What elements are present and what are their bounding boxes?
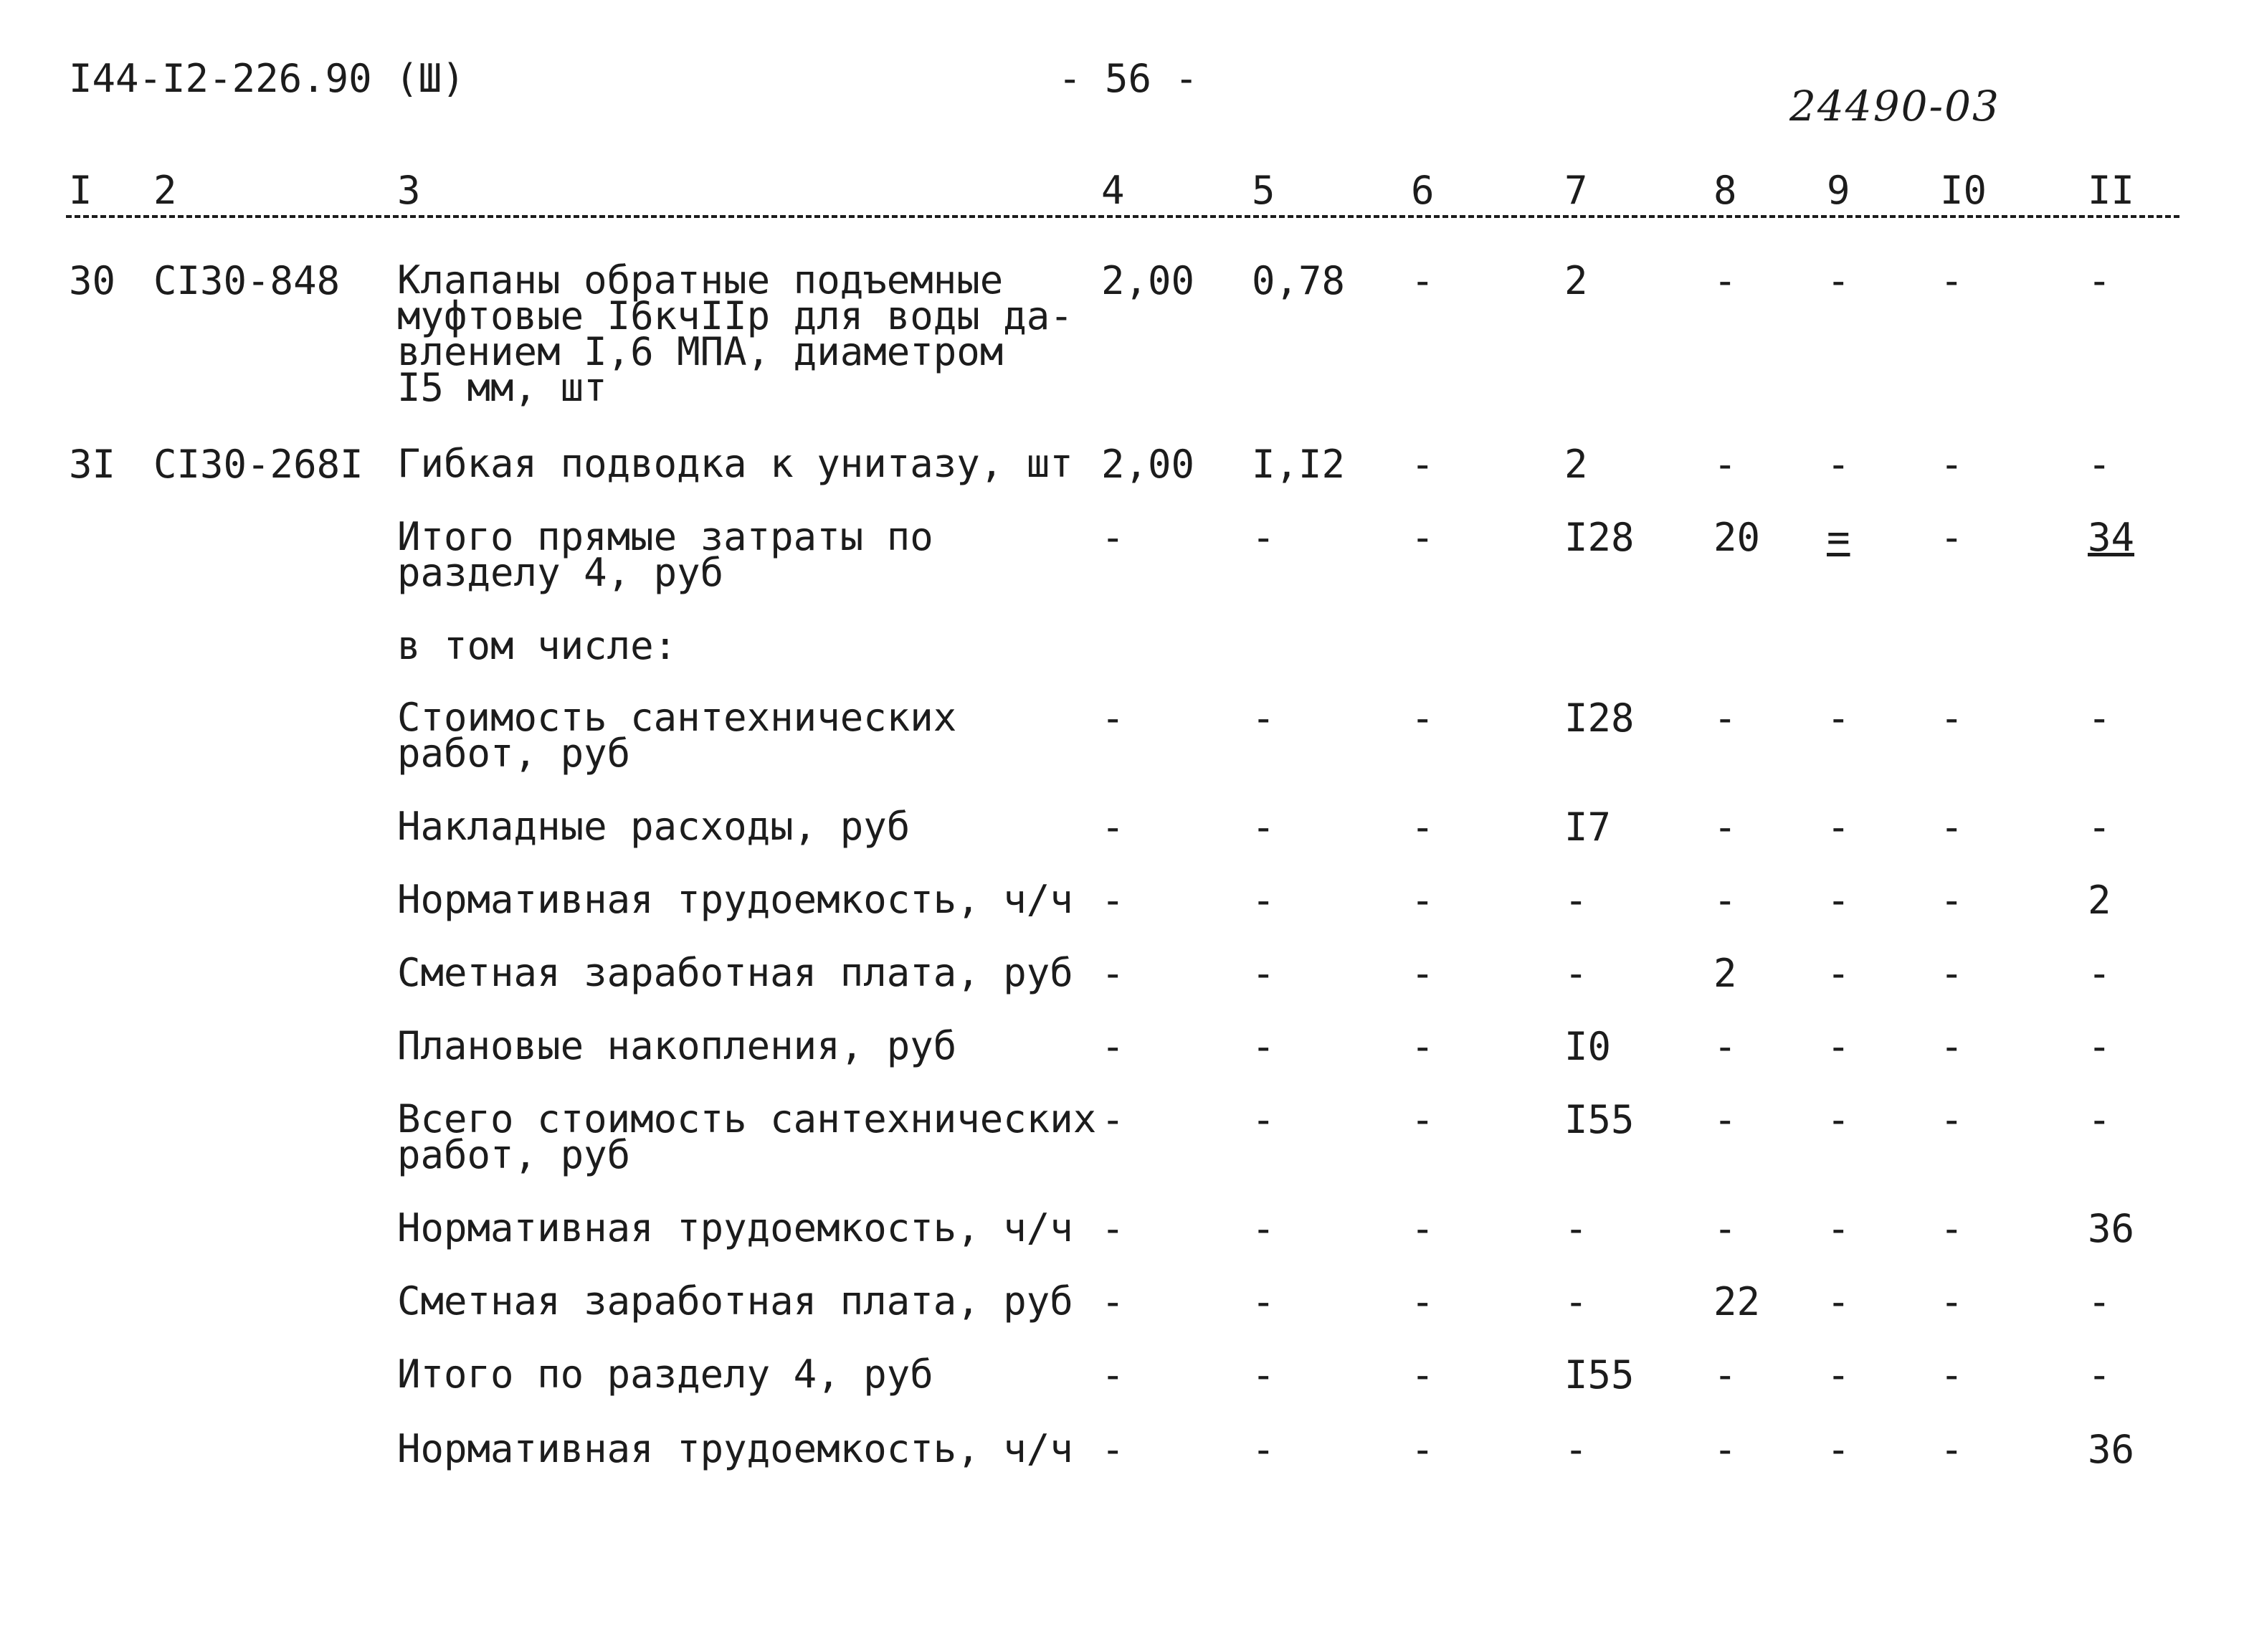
cell-col-10: - bbox=[1940, 1024, 1964, 1069]
cell-num: 30 bbox=[69, 258, 116, 303]
handwritten-number: 24490-03 bbox=[1789, 82, 2000, 130]
column-header-8: 8 bbox=[1713, 168, 1737, 213]
cell-col-10: - bbox=[1940, 951, 1964, 996]
cell-col-8: - bbox=[1713, 1352, 1737, 1397]
column-header-4: 4 bbox=[1101, 168, 1125, 213]
cell-col-6: - bbox=[1411, 1206, 1435, 1251]
cell-col-8: - bbox=[1713, 258, 1737, 303]
cell-col-4: - bbox=[1101, 1097, 1125, 1142]
cell-descol-: Гибкая подводка к унитазу, шт bbox=[397, 441, 1073, 486]
cell-col-8: 2 bbox=[1713, 951, 1737, 996]
cell-col-4: - bbox=[1101, 515, 1125, 560]
cell-col-11: - bbox=[2088, 442, 2111, 487]
cell-col-7: I28 bbox=[1564, 515, 1635, 560]
cell-col-5: - bbox=[1252, 1352, 1275, 1397]
cell-col-5: - bbox=[1252, 696, 1275, 741]
cell-col-10: - bbox=[1940, 1206, 1964, 1251]
cell-col-8: - bbox=[1713, 442, 1737, 487]
cell-col-5: - bbox=[1252, 1024, 1275, 1069]
cell-col-11: - bbox=[2088, 1352, 2111, 1397]
cell-col-7: 2 bbox=[1564, 258, 1588, 303]
cell-descol-: Всего стоимость сантехнических работ, руб bbox=[397, 1096, 1097, 1177]
cell-descol-: Нормативная трудоемкость, ч/ч bbox=[397, 877, 1073, 922]
cell-col-ode: СI30-268I bbox=[153, 442, 363, 487]
column-header-2: 2 bbox=[153, 168, 177, 213]
cell-col-4: - bbox=[1101, 1206, 1125, 1251]
page-number: - 56 - bbox=[1058, 56, 1199, 101]
cell-descol-: Нормативная трудоемкость, ч/ч bbox=[397, 1426, 1073, 1471]
cell-col-11: - bbox=[2088, 951, 2111, 996]
cell-col-6: - bbox=[1411, 258, 1435, 303]
cell-col-10: - bbox=[1940, 1427, 1964, 1472]
column-header-10: I0 bbox=[1940, 168, 1987, 213]
column-header-3: 3 bbox=[397, 168, 421, 213]
cell-col-7: I0 bbox=[1564, 1024, 1612, 1069]
cell-descol-: Нормативная трудоемкость, ч/ч bbox=[397, 1205, 1073, 1250]
cell-col-4: 2,00 bbox=[1101, 258, 1195, 303]
cell-col-6: - bbox=[1411, 1352, 1435, 1397]
cell-col-5: I,I2 bbox=[1252, 442, 1346, 487]
cell-col-7: I55 bbox=[1564, 1352, 1635, 1397]
cell-col-5: - bbox=[1252, 1206, 1275, 1251]
column-header-6: 6 bbox=[1411, 168, 1435, 213]
cell-col-ode: СI30-848 bbox=[153, 258, 341, 303]
column-header-5: 5 bbox=[1252, 168, 1275, 213]
cell-col-8: 22 bbox=[1713, 1279, 1761, 1324]
cell-col-4: - bbox=[1101, 951, 1125, 996]
column-header-7: 7 bbox=[1564, 168, 1588, 213]
cell-col-7: - bbox=[1564, 878, 1588, 923]
cell-col-7: I28 bbox=[1564, 696, 1635, 741]
cell-col-5: - bbox=[1252, 515, 1275, 560]
cell-descol-: Плановые накопления, руб bbox=[397, 1023, 957, 1068]
document-code: I44-I2-226.90 (Ш) bbox=[69, 56, 465, 101]
cell-col-9: - bbox=[1827, 1352, 1850, 1397]
cell-col-6: - bbox=[1411, 951, 1435, 996]
cell-descol-: Стоимость сантехнических работ, руб bbox=[397, 695, 957, 776]
cell-col-4: - bbox=[1101, 696, 1125, 741]
cell-col-4: - bbox=[1101, 804, 1125, 850]
cell-col-8: - bbox=[1713, 696, 1737, 741]
cell-col-9: - bbox=[1827, 804, 1850, 850]
cell-col-5: - bbox=[1252, 1097, 1275, 1142]
column-header-11: II bbox=[2088, 168, 2135, 213]
cell-descol-: в том числе: bbox=[397, 623, 678, 668]
cell-col-11: 36 bbox=[2088, 1427, 2135, 1472]
cell-col-10: - bbox=[1940, 1279, 1964, 1324]
cell-col-9: - bbox=[1827, 1024, 1850, 1069]
cell-col-8: - bbox=[1713, 878, 1737, 923]
cell-col-9: - bbox=[1827, 258, 1850, 303]
cell-col-9: - bbox=[1827, 1427, 1850, 1472]
cell-col-9: - bbox=[1827, 1206, 1850, 1251]
cell-col-8: 20 bbox=[1713, 515, 1761, 560]
cell-col-8: - bbox=[1713, 1097, 1737, 1142]
cell-col-9: - bbox=[1827, 442, 1850, 487]
cell-col-8: - bbox=[1713, 1024, 1737, 1069]
cell-col-6: - bbox=[1411, 515, 1435, 560]
cell-col-8: - bbox=[1713, 804, 1737, 850]
cell-col-7: - bbox=[1564, 1279, 1588, 1324]
cell-col-11: 34 bbox=[2088, 515, 2135, 560]
cell-col-11: 36 bbox=[2088, 1206, 2135, 1251]
cell-col-4: - bbox=[1101, 1352, 1125, 1397]
cell-col-4: - bbox=[1101, 1427, 1125, 1472]
cell-col-4: - bbox=[1101, 878, 1125, 923]
cell-col-7: - bbox=[1564, 1427, 1588, 1472]
cell-col-9: - bbox=[1827, 696, 1850, 741]
cell-col-11: - bbox=[2088, 696, 2111, 741]
cell-col-4: 2,00 bbox=[1101, 442, 1195, 487]
column-header-9: 9 bbox=[1827, 168, 1850, 213]
cell-col-11: - bbox=[2088, 1097, 2111, 1142]
cell-col-5: - bbox=[1252, 1279, 1275, 1324]
cell-col-7: 2 bbox=[1564, 442, 1588, 487]
cell-col-10: - bbox=[1940, 1097, 1964, 1142]
cell-col-5: - bbox=[1252, 878, 1275, 923]
cell-col-6: - bbox=[1411, 1279, 1435, 1324]
cell-descol-: Итого прямые затраты по разделу 4, руб bbox=[397, 514, 933, 595]
cell-col-7: I7 bbox=[1564, 804, 1612, 850]
cell-col-10: - bbox=[1940, 804, 1964, 850]
cell-col-9: = bbox=[1827, 515, 1850, 560]
cell-col-6: - bbox=[1411, 804, 1435, 850]
cell-col-11: - bbox=[2088, 258, 2111, 303]
cell-col-5: - bbox=[1252, 804, 1275, 850]
cell-col-7: I55 bbox=[1564, 1097, 1635, 1142]
cell-col-11: - bbox=[2088, 804, 2111, 850]
cell-col-6: - bbox=[1411, 1427, 1435, 1472]
cell-col-10: - bbox=[1940, 515, 1964, 560]
cell-col-9: - bbox=[1827, 1279, 1850, 1324]
cell-col-6: - bbox=[1411, 696, 1435, 741]
cell-col-5: 0,78 bbox=[1252, 258, 1346, 303]
cell-col-11: - bbox=[2088, 1024, 2111, 1069]
cell-col-7: - bbox=[1564, 951, 1588, 996]
cell-col-4: - bbox=[1101, 1279, 1125, 1324]
cell-col-9: - bbox=[1827, 878, 1850, 923]
cell-descol-: Накладные расходы, руб bbox=[397, 804, 911, 849]
cell-col-10: - bbox=[1940, 442, 1964, 487]
cell-col-6: - bbox=[1411, 442, 1435, 487]
cell-col-4: - bbox=[1101, 1024, 1125, 1069]
cell-num: 3I bbox=[69, 442, 116, 487]
column-header-1: I bbox=[69, 168, 92, 213]
cell-col-10: - bbox=[1940, 1352, 1964, 1397]
cell-col-10: - bbox=[1940, 258, 1964, 303]
cell-col-6: - bbox=[1411, 1024, 1435, 1069]
cell-col-6: - bbox=[1411, 1097, 1435, 1142]
cell-col-8: - bbox=[1713, 1427, 1737, 1472]
cell-col-11: - bbox=[2088, 1279, 2111, 1324]
cell-col-10: - bbox=[1940, 696, 1964, 741]
cell-descol-: Итого по разделу 4, руб bbox=[397, 1352, 933, 1397]
cell-col-8: - bbox=[1713, 1206, 1737, 1251]
cell-col-11: 2 bbox=[2088, 878, 2111, 923]
cell-col-10: - bbox=[1940, 878, 1964, 923]
column-header-rule bbox=[66, 215, 2179, 218]
cell-descol-: Сметная заработная плата, руб bbox=[397, 950, 1073, 995]
cell-col-5: - bbox=[1252, 1427, 1275, 1472]
cell-col-9: - bbox=[1827, 951, 1850, 996]
cell-col-7: - bbox=[1564, 1206, 1588, 1251]
cell-col-9: - bbox=[1827, 1097, 1850, 1142]
cell-descol-: Клапаны обратные подъемные муфтовые I6кчIIр для воды да- влением I,6 МПА, диаметром I5 мм, шт bbox=[397, 257, 1073, 410]
cell-col-5: - bbox=[1252, 951, 1275, 996]
cell-col-6: - bbox=[1411, 878, 1435, 923]
cell-descol-: Сметная заработная плата, руб bbox=[397, 1278, 1073, 1324]
